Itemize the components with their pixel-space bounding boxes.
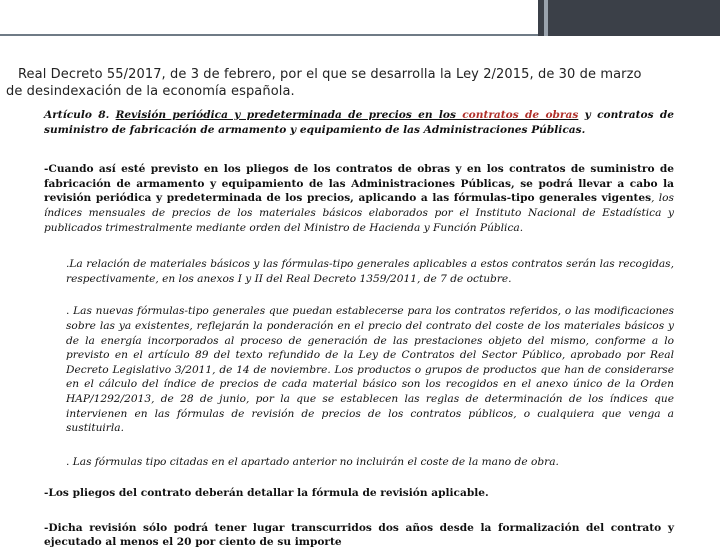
article-title-part1: Revisión periódica y predeterminada de precios en los: [115, 109, 463, 121]
paragraph-1-italic: , los índices mensuales de precios de los materiales básicos elaborados por el Instituto Nacional de Estadística y publicados trimestralmente mediante orden del Ministro de Hacienda y Función Pública.: [44, 192, 674, 234]
paragraph-3: . Las nuevas fórmulas-tipo generales que puedan establecerse para los contratos referidos, o las modificaciones sobre las ya existentes, reflejarán la ponderación en el precio del contrato del coste de los materiales básicos y de la energía incorporados al proceso de generación de las prestaciones objeto del mismo, conforme a lo previsto en el artículo 89 del texto refundido de la Ley de Contratos del Sector Público, aprobado por Real Decreto Legislativo 3/2011, de 14 de noviembre. Los productos o grupos de productos que han de considerarse en el cálculo del índice de precios de cada material básico son los recogidos en el anexo único de la Orden HAP/1292/2013, de 28 de junio, por la que se establecen las reglas de determinación de los índices que intervienen en las fórmulas de revisión de precios de los contratos públicos, o cualquiera que venga a sustituirla.: [66, 305, 674, 435]
paragraph-5: -Los pliegos del contrato deberán detallar la fórmula de revisión aplicable.: [44, 487, 489, 500]
paragraph-2: .La relación de materiales básicos y las fórmulas-tipo generales aplicables a estos contratos serán las recogidas, respectivamente, en los anexos I y II del Real Decreto 1359/2011, de 7 de octubre.: [66, 258, 674, 285]
title-line-2: de desindexación de la economía española.: [6, 84, 295, 99]
paragraph-1-bold: -Cuando así esté previsto en los pliegos de los contratos de obras y en los contratos de suministro de fabricación de armamento y equipamiento de las Administraciones Públicas, se podrá llevar a cabo la revisión periódica y predeterminada de los precios, aplicando a las fórmulas-tipo generales vigentes: [44, 163, 674, 205]
article-title: [116, 109, 579, 121]
paragraph-6: -Dicha revisión sólo podrá tener lugar transcurridos dos años desde la formalización del contrato y ejecutado al menos el 20 por ciento de su importe: [44, 521, 674, 549]
document-body: [44, 108, 674, 550]
header-dark-block: [538, 0, 720, 36]
paragraph-4: . Las fórmulas tipo citadas en el apartado anterior no incluirán el coste de la mano de obra.: [66, 455, 559, 468]
article-prefix: Artículo 8.: [44, 109, 116, 121]
header-accent-stripe: [544, 0, 548, 36]
article-title-rest: y contratos de suministro de fabricación de armamento y equipamiento de las Administraciones Públicas.: [44, 109, 675, 136]
article-title-highlight: contratos de obras: [462, 109, 579, 121]
slide-title: [6, 66, 666, 100]
article-heading: [44, 108, 674, 137]
paragraph-1: [44, 162, 674, 235]
title-line-1: Real Decreto 55/2017, de 3 de febrero, por el que se desarrolla la Ley 2/2015, de 30 de marzo: [18, 67, 642, 82]
